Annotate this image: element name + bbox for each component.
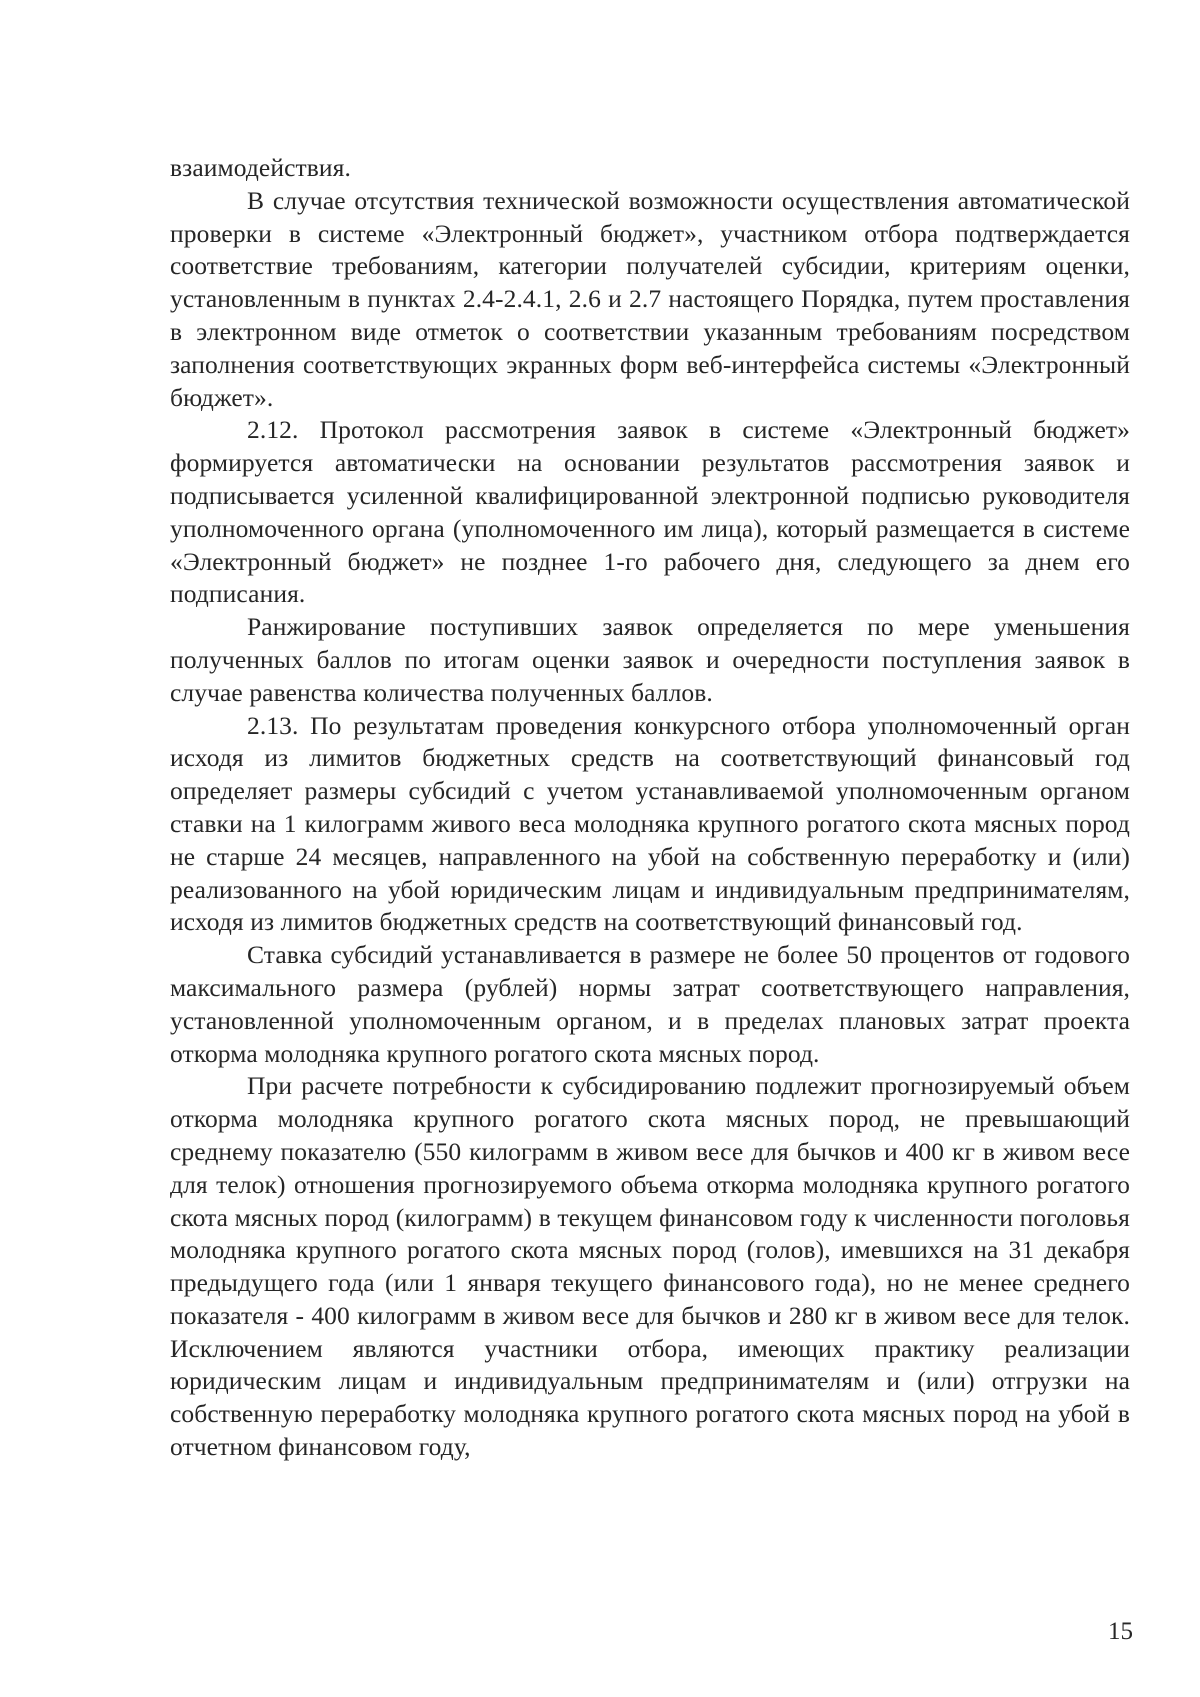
paragraph-2-12-protocol: 2.12. Протокол рассмотрения заявок в системе «Электронный бюджет» формируется автоматически на основании результатов рассмотрения заявок и подписывается усиленной квалифицированной электронной подписью руководителя уполномоченного органа (уполномоченного им лица), который размещается в системе «Электронный бюджет» не позднее 1-го рабочего дня, следующего за днем его подписания. — [170, 415, 1130, 609]
paragraph-subsidy-calculation: При расчете потребности к субсидированию подлежит прогнозируемый объем откорма молодняка крупного рогатого скота мясных пород, не превышающий среднему показателю (550 килограмм в живом весе для бычков и 400 кг в живом весе для телок) отношения прогнозируемого объема откорма молодняка крупного рогатого скота мясных пород (килограмм) в текущем финансовом году к численности поголовья молодняка крупного рогатого скота мясных пород (голов), имевшихся на 31 декабря предыдущего года (или 1 января текущего финансового года), но не менее среднего показателя - 400 килограмм в живом весе для бычков и 280 кг в живом весе для телок. Исключением являются участники отбора, имеющих практику реализации юридическим лицам и индивидуальным предпринимателям и (или) отгрузки на собственную переработку молодняка крупного рогатого скота мясных пород на убой в отчетном финансовом году, — [170, 1071, 1130, 1462]
paragraph-automatic-check: В случае отсутствия технической возможности осуществления автоматической проверки в системе «Электронный бюджет», участником отбора подтверждается соответствие требованиям, категории получателей субсидии, критериям оценки, установленным в пунктах 2.4-2.4.1, 2.6 и 2.7 настоящего Порядка, путем проставления в электронном виде отметок о соответствии указанным требованиям посредством заполнения соответствующих экранных форм веб-интерфейса системы «Электронный бюджет». — [170, 185, 1130, 412]
page-number: 15 — [1108, 1618, 1133, 1645]
paragraph-continuation: взаимодействия. — [170, 153, 351, 182]
document-body — [170, 152, 1130, 1464]
paragraph-2-13-subsidy-size: 2.13. По результатам проведения конкурсного отбора уполномоченный орган исходя из лимитов бюджетных средств на соответствующий финансовый год определяет размеры субсидий с учетом устанавливаемой уполномоченным органом ставки на 1 килограмм живого веса молодняка крупного рогатого скота мясных пород не старше 24 месяцев, направленного на убой на собственную переработку и (или) реализованного на убой юридическим лицам и индивидуальным предпринимателям, исходя из лимитов бюджетных средств на соответствующий финансовый год. — [170, 710, 1130, 937]
paragraph-subsidy-rate: Ставка субсидий устанавливается в размере не более 50 процентов от годового максимального размера (рублей) нормы затрат соответствующего направления, установленной уполномоченным органом, и в пределах плановых затрат проекта откорма молодняка крупного рогатого скота мясных пород. — [170, 940, 1130, 1068]
paragraph-ranking: Ранжирование поступивших заявок определяется по мере уменьшения полученных баллов по итогам оценки заявок и очередности поступления заявок в случае равенства количества полученных баллов. — [170, 612, 1130, 707]
